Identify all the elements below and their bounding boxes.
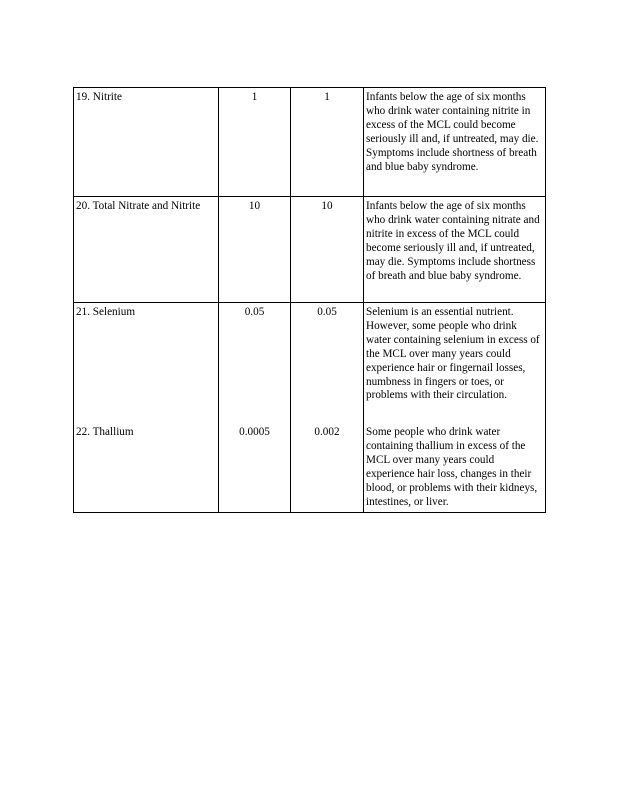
mcl-cell xyxy=(291,426,364,513)
contaminant-name-cell xyxy=(74,88,219,197)
mclg-cell xyxy=(219,426,291,513)
contaminant-name-cell xyxy=(74,303,219,427)
health-effects-cell xyxy=(364,88,546,197)
mcl-cell xyxy=(291,303,364,427)
mcl-cell xyxy=(291,197,364,303)
contaminant-name-cell xyxy=(74,197,219,303)
mclg-value: 10 xyxy=(248,200,261,212)
mclg-cell xyxy=(219,88,291,197)
table-row-nitrite xyxy=(74,88,546,197)
health-effects-text: Infants below the age of six months who drink water containing nitrite in excess of the MCL could become seriously ill and, if untreated, may die. Symptoms include shortness of breath and blue baby syndrome. xyxy=(366,91,539,173)
mclg-value: 0.05 xyxy=(244,306,265,318)
table-row-thallium xyxy=(74,426,546,513)
mclg-value: 0.0005 xyxy=(239,426,270,438)
mcl-cell xyxy=(291,88,364,197)
mcl-value: 0.002 xyxy=(314,426,340,438)
mcl-value: 10 xyxy=(321,200,333,212)
contaminant-name: 21. Selenium xyxy=(76,306,136,318)
mclg-cell xyxy=(219,197,291,303)
health-effects-text: Selenium is an essential nutrient. However, some people who drink water containing selenium in excess of the MCL over many years could experience hair or fingernail losses, numbness in fingers or toes, or problems with their circulation. xyxy=(366,306,540,402)
contaminant-name: 22. Thallium xyxy=(76,426,134,438)
health-effects-cell xyxy=(364,197,546,303)
mclg-value: 1 xyxy=(251,91,258,103)
health-effects-text: Infants below the age of six months who drink water containing nitrate and nitrite in excess of the MCL could become seriously ill and, if untreated, may die. Symptoms include shortness of breath and blue baby syndrome. xyxy=(366,200,540,282)
contaminant-name: 19. Nitrite xyxy=(76,91,122,103)
table-row-total-nitrate-nitrite xyxy=(74,197,546,303)
mclg-cell xyxy=(219,303,291,427)
health-effects-cell xyxy=(364,426,546,513)
health-effects-cell xyxy=(364,303,546,427)
mcl-value: 1 xyxy=(324,91,330,103)
contaminant-name: 20. Total Nitrate and Nitrite xyxy=(76,200,201,212)
table-row-selenium xyxy=(74,303,546,427)
health-effects-text: Some people who drink water containing thallium in excess of the MCL over many years could experience hair loss, changes in their blood, or problems with their kidneys, intestines, or liver. xyxy=(366,426,538,508)
contaminant-name-cell xyxy=(74,426,219,513)
mcl-value: 0.05 xyxy=(317,306,337,318)
contaminant-table xyxy=(73,87,546,513)
